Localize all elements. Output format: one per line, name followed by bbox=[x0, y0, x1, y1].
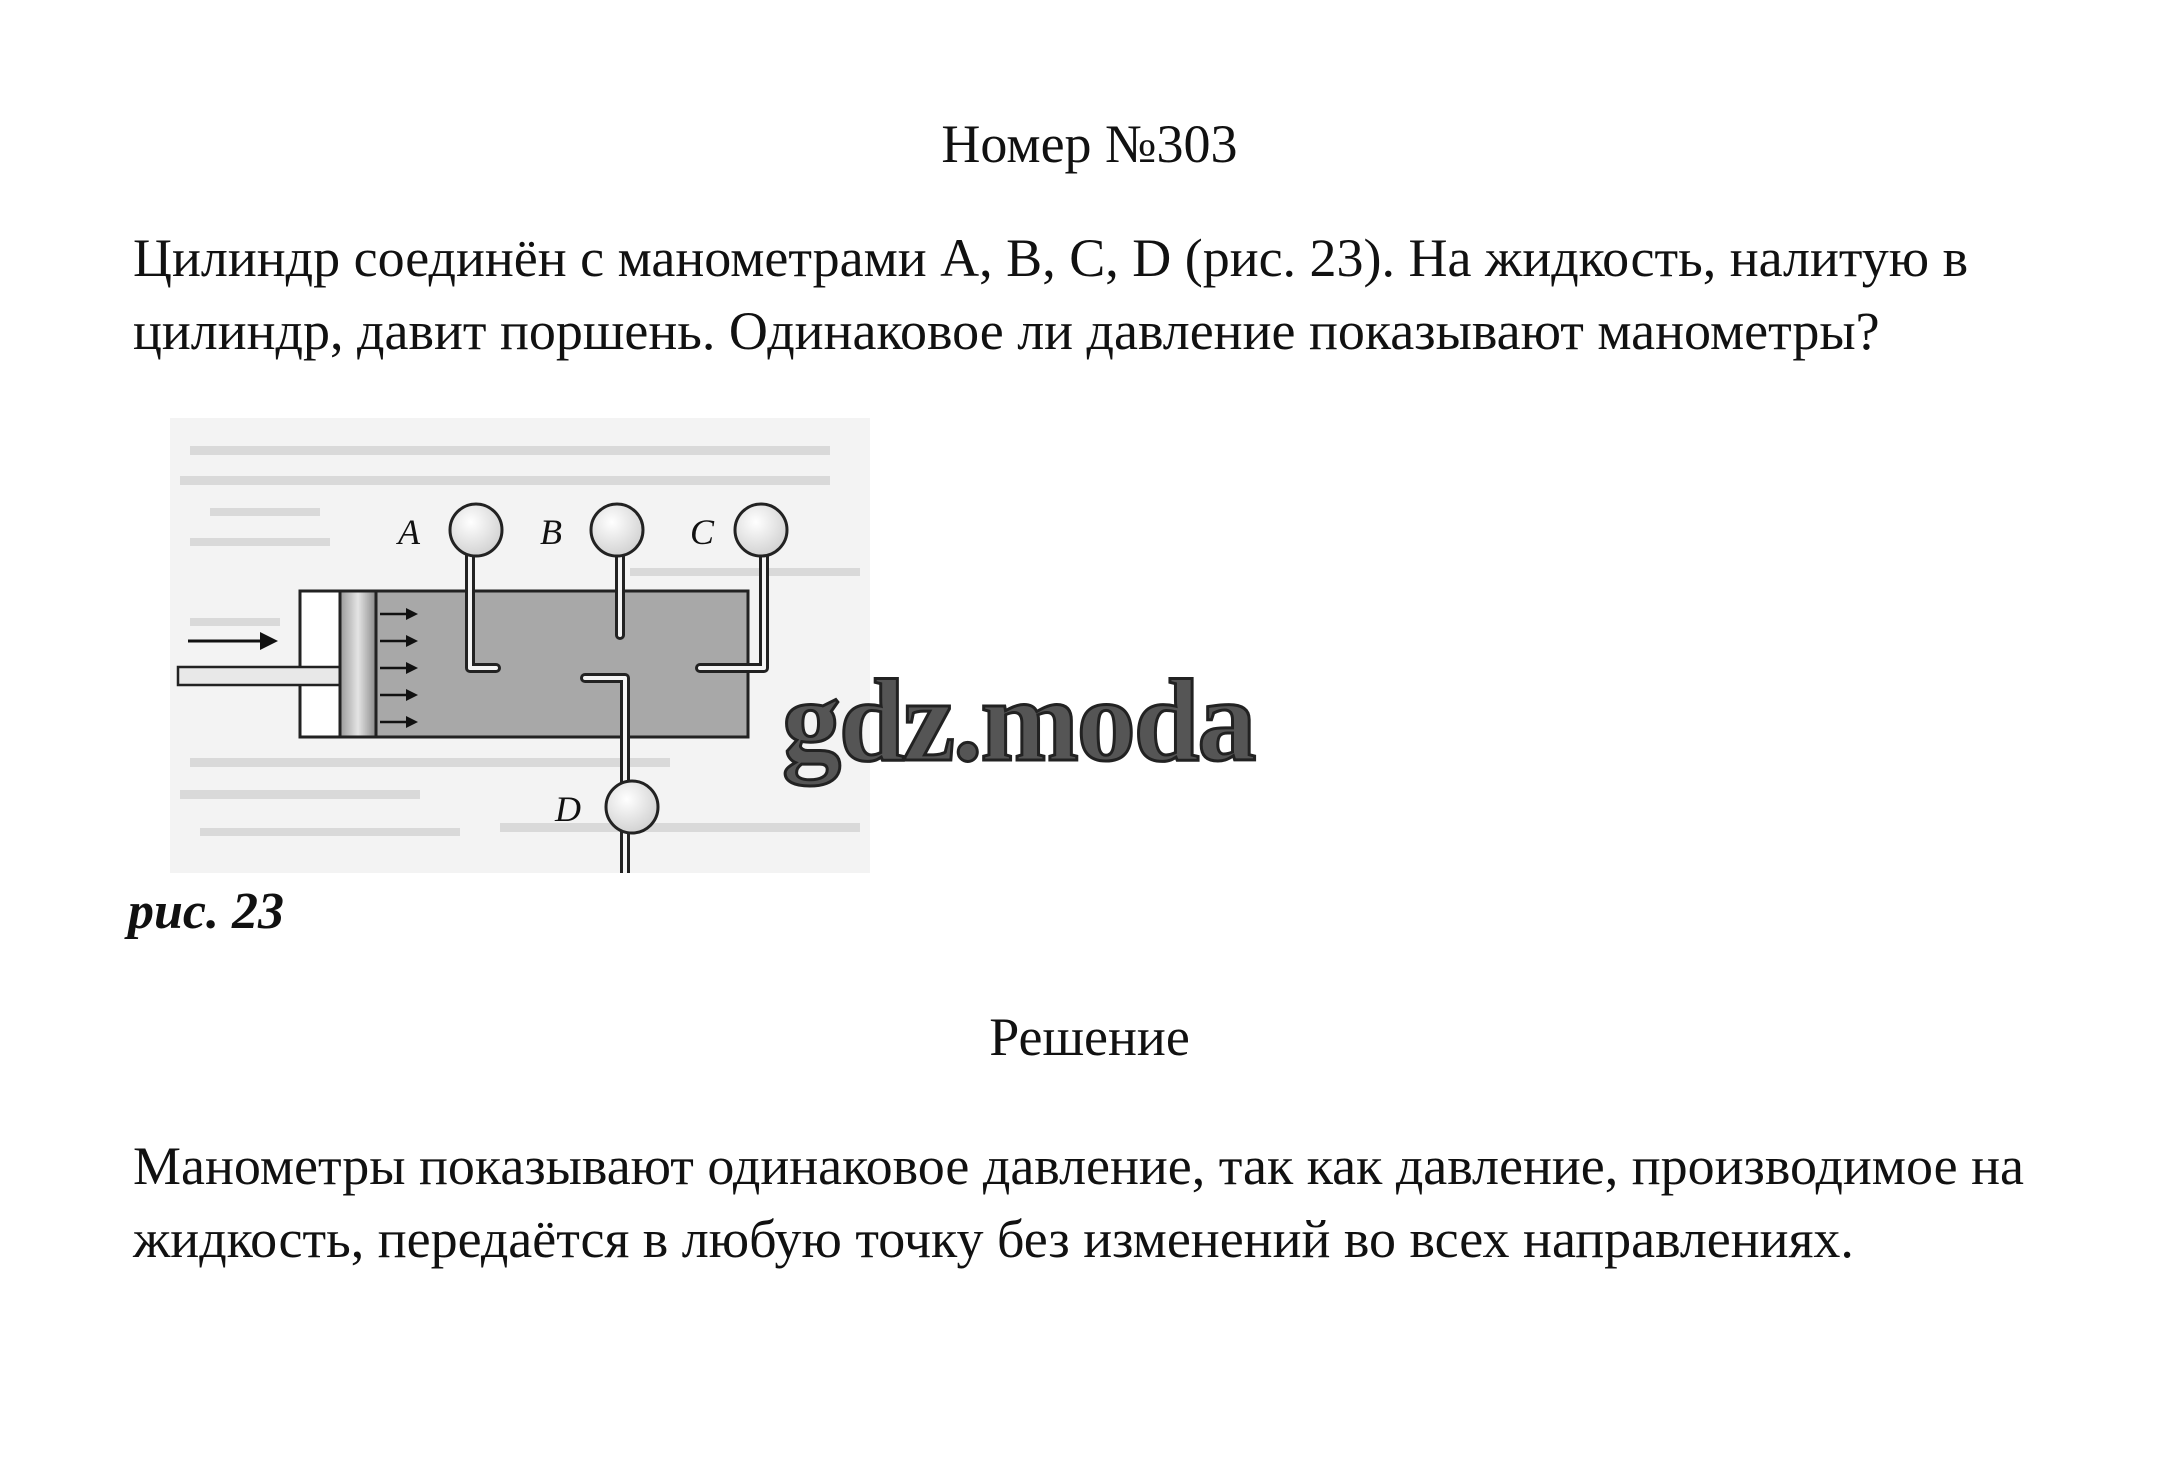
figure-caption: рис. 23 bbox=[128, 883, 284, 940]
watermark-logo bbox=[778, 660, 1418, 800]
piston bbox=[340, 591, 376, 737]
label-d: D bbox=[555, 789, 581, 829]
task-text: Цилиндр соединён с манометрами A, B, C, D (рис. 23). На жидкость, налитую в цилиндр, давит поршень. Одинаковое ли давление показывают манометры? bbox=[133, 228, 1969, 361]
figure-cylinder-manometers bbox=[170, 418, 870, 873]
piston-rod bbox=[178, 667, 340, 685]
answer-text: Манометры показывают одинаковое давление, так как давление, производимое на жидкость, передаётся в любую точку без изменений во всех направлениях. bbox=[133, 1136, 2024, 1269]
manometer-c-gauge bbox=[735, 504, 787, 556]
manometer-d-gauge bbox=[606, 781, 658, 833]
problem-title: Номер №303 bbox=[941, 114, 1238, 174]
label-b: B bbox=[540, 512, 562, 552]
label-c: C bbox=[690, 512, 715, 552]
manometer-b-gauge bbox=[591, 504, 643, 556]
manometer-a-gauge bbox=[450, 504, 502, 556]
watermark-text: gdz.moda bbox=[782, 660, 1255, 786]
liquid-area bbox=[366, 591, 748, 737]
label-a: A bbox=[398, 512, 420, 552]
solution-heading: Решение bbox=[989, 1007, 1190, 1067]
